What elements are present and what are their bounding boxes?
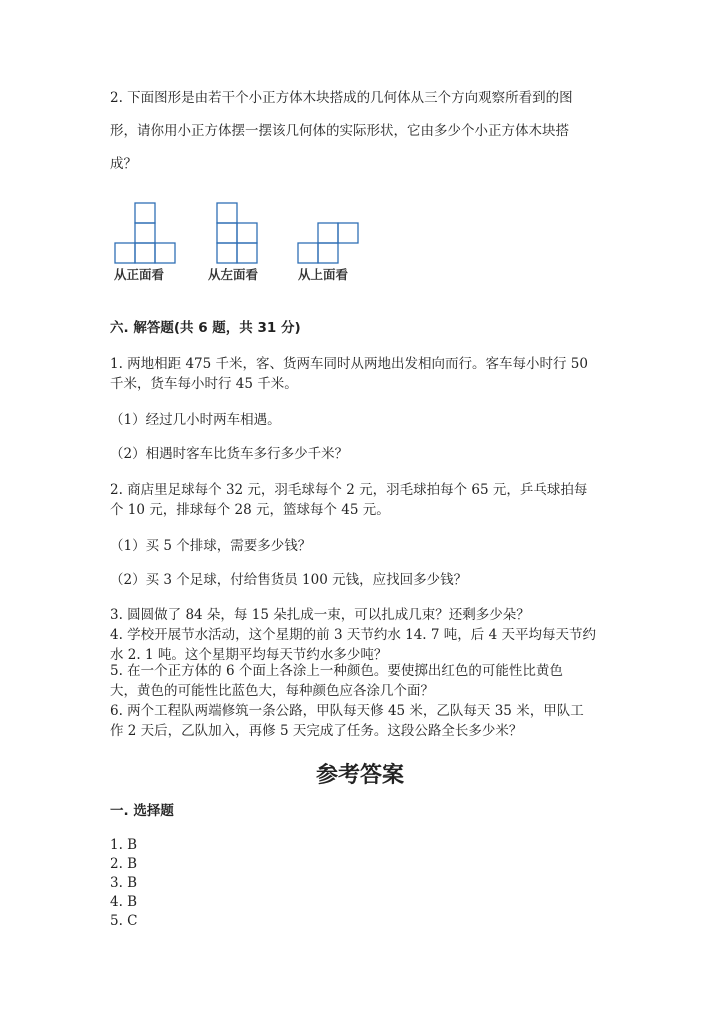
left-view-label: 从左面看 xyxy=(208,267,259,282)
left-view-figure xyxy=(217,203,257,263)
p4-line-1: 4. 学校开展节水活动，这个星期的前 3 天节约水 14. 7 吨，后 4 天平均每天节约 xyxy=(110,627,596,643)
p1-line-1: 1. 两地相距 475 千米，客、货两车同时从两地出发相向而行。客车每小时行 50 xyxy=(110,356,588,372)
answers-title: 参考答案 xyxy=(315,763,404,788)
answer-item: 4. B xyxy=(110,894,138,910)
answer-list xyxy=(110,836,138,931)
p1-line-2: 千米，货车每小时行 45 千米。 xyxy=(110,376,298,392)
p2-sub-1: （1）买 5 个排球，需要多少钱？ xyxy=(110,538,312,554)
answers-section-1: 一. 选择题 xyxy=(110,803,174,819)
p5-line-2: 大，黄色的可能性比蓝色大，每种颜色应各涂几个面？ xyxy=(110,683,434,699)
p2-line-1: 2. 商店里足球每个 32 元，羽毛球每个 2 元，羽毛球拍每个 65 元，乒乓球拍每 xyxy=(110,482,588,498)
section-6-heading: 六. 解答题(共 6 题，共 31 分) xyxy=(110,320,301,336)
front-view-figure xyxy=(115,203,175,263)
p5-line-1: 5. 在一个正方体的 6 个面上各涂上一种颜色。要使掷出红色的可能性比黄色 xyxy=(110,663,563,679)
p2-line-2: 个 10 元，排球每个 28 元，篮球每个 45 元。 xyxy=(110,502,390,518)
p6-line-1: 6. 两个工程队两端修筑一条公路，甲队每天修 45 米，乙队每天 35 米，甲队工 xyxy=(110,703,584,719)
p6-line-2: 作 2 天后，乙队加入，再修 5 天完成了任务。这段公路全长多少米？ xyxy=(110,723,523,739)
top-view-label: 从上面看 xyxy=(298,267,349,282)
q2-line-1: 2. 下面图形是由若干个小正方体木块搭成的几何体从三个方向观察所看到的图 xyxy=(110,90,573,106)
q2-line-2: 形，请你用小正方体摆一摆该几何体的实际形状，它由多少个小正方体木块搭 xyxy=(110,123,569,139)
p1-sub-1: （1）经过几小时两车相遇。 xyxy=(110,412,281,428)
p1-sub-2: （2）相遇时客车比货车多行多少千米？ xyxy=(110,446,349,462)
answer-item: 1. B xyxy=(110,837,138,853)
p2-sub-2: （2）买 3 个足球，付给售货员 100 元钱，应找回多少钱？ xyxy=(110,572,468,588)
three-view-figures xyxy=(100,195,380,290)
answer-item: 2. B xyxy=(110,856,138,872)
q2-line-3: 成？ xyxy=(110,156,137,172)
top-view-figure xyxy=(298,223,358,263)
answer-item: 3. B xyxy=(110,875,138,891)
p4-line-2: 水 2. 1 吨。这个星期平均每天节约水多少吨？ xyxy=(110,647,388,663)
front-view-label: 从正面看 xyxy=(114,267,165,282)
answer-item: 5. C xyxy=(110,913,138,929)
p3-line-1: 3. 圆圆做了 84 朵，每 15 朵扎成一束，可以扎成几束？还剩多少朵？ xyxy=(110,607,530,623)
